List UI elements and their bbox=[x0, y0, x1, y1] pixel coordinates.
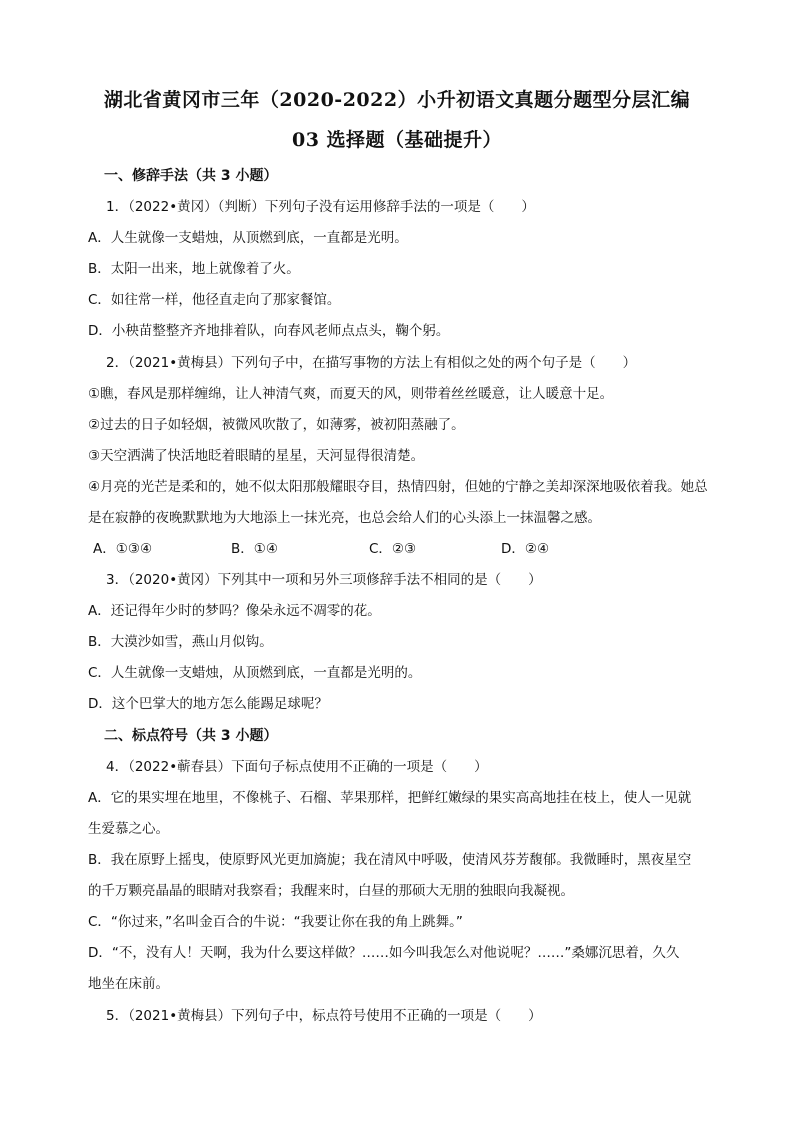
question-1-option-c: C．如往常一样，他径直走向了那家餐馆。 bbox=[88, 292, 341, 308]
section-heading-punctuation: 二、标点符号（共 3 小题） bbox=[104, 728, 278, 744]
question-4-option-b: B．我在原野上摇曳，使原野风光更加旖旎；我在清风中呼吸，使清风芬芳馥郁。我微睡时，黑夜星空 bbox=[88, 852, 692, 868]
question-1-option-b: B．太阳一出来，地上就像着了火。 bbox=[88, 261, 300, 277]
question-2-sentence-3: ③天空洒满了快活地眨着眼睛的星星，天河显得很清楚。 bbox=[88, 448, 425, 464]
section-heading-rhetoric: 一、修辞手法（共 3 小题） bbox=[104, 168, 278, 184]
question-2-choice-b: B．①④ bbox=[231, 541, 278, 557]
question-1-option-a: A．人生就像一支蜡烛，从顶燃到底，一直都是光明。 bbox=[88, 230, 408, 246]
document-title: 湖北省黄冈市三年（2020-2022）小升初语文真题分题型分层汇编 bbox=[103, 89, 691, 111]
question-4-option-c: C．“你过来，”名叫金百合的牛说：“我要让你在我的角上跳舞。” bbox=[88, 914, 463, 930]
question-2-sentence-1: ①瞧，春风是那样缠绵，让人神清气爽，而夏天的风，则带着丝丝暖意，让人暖意十足。 bbox=[88, 386, 614, 402]
question-3-option-a: A．还记得年少时的梦吗？像朵永远不凋零的花。 bbox=[88, 603, 381, 619]
question-1-stem: 1．（2022•黄冈）（判断）下列句子没有运用修辞手法的一项是（ ） bbox=[106, 199, 535, 215]
question-4-stem: 4．（2022•蕲春县）下面句子标点使用不正确的一项是（ ） bbox=[106, 759, 488, 775]
question-3-option-c: C．人生就像一支蜡烛，从顶燃到底，一直都是光明的。 bbox=[88, 665, 422, 681]
question-2-choice-c: C．②③ bbox=[369, 541, 417, 557]
question-2-choice-a: A．①③④ bbox=[93, 541, 153, 557]
question-4-option-b-cont: 的千万颗亮晶晶的眼睛对我察看；我醒来时，白昼的那硕大无朋的独眼向我凝视。 bbox=[88, 883, 574, 899]
question-1-option-d: D．小秧苗整整齐齐地排着队，向春风老师点点头，鞠个躬。 bbox=[88, 323, 450, 339]
question-2-sentence-4: ④月亮的光芒是柔和的，她不似太阳那般耀眼夺目，热情四射，但她的宁静之美却深深地吸依着我。她总 bbox=[88, 479, 708, 495]
question-2-choice-d: D．②④ bbox=[501, 541, 550, 557]
question-4-option-a-cont: 生爱慕之心。 bbox=[88, 821, 169, 837]
question-3-option-d: D．这个巴掌大的地方怎么能踢足球呢？ bbox=[88, 696, 328, 712]
question-4-option-d: D．“不，没有人！天啊，我为什么要这样做？……如今叫我怎么对他说呢？……”桑娜沉思着，久久 bbox=[88, 945, 680, 961]
question-3-option-b: B．大漠沙如雪，燕山月似钩。 bbox=[88, 634, 273, 650]
question-2-choices bbox=[93, 540, 713, 558]
question-2-stem: 2．（2021•黄梅县）下列句子中，在描写事物的方法上有相似之处的两个句子是（ ） bbox=[106, 355, 637, 371]
question-3-stem: 3．（2020•黄冈）下列其中一项和另外三项修辞手法不相同的是（ ） bbox=[106, 572, 542, 588]
question-4-option-a: A．它的果实埋在地里，不像桃子、石榴、苹果那样，把鲜红嫩绿的果实高高地挂在枝上，使人一见就 bbox=[88, 790, 692, 806]
question-2-sentence-2: ②过去的日子如轻烟，被微风吹散了，如薄雾，被初阳蒸融了。 bbox=[88, 417, 465, 433]
question-5-stem: 5．（2021•黄梅县）下列句子中，标点符号使用不正确的一项是（ ） bbox=[106, 1008, 542, 1024]
question-2-sentence-4-cont: 是在寂静的夜晚默默地为大地添上一抹光亮，也总会给人们的心头添上一抹温馨之感。 bbox=[88, 510, 601, 526]
question-4-option-d-cont: 地坐在床前。 bbox=[88, 976, 169, 992]
document-subtitle: 03 选择题（基础提升） bbox=[291, 129, 503, 151]
